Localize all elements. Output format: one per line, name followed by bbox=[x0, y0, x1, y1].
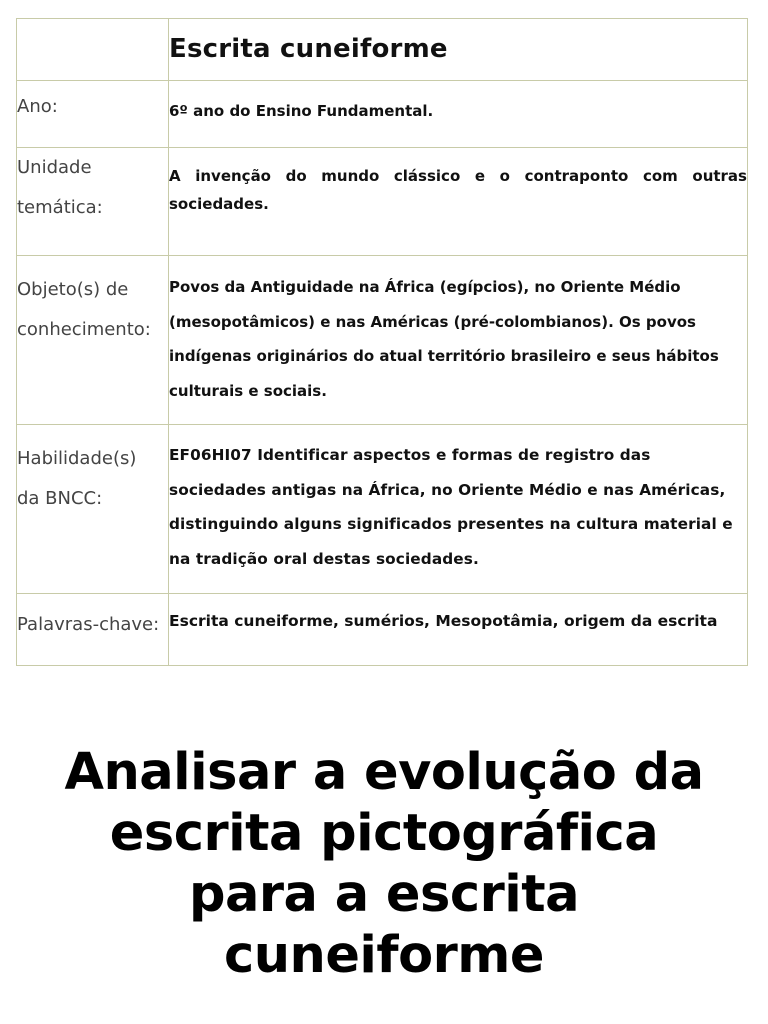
row-value-habilidade: EF06HI07 Identificar aspectos e formas de registro das sociedades antigas na África, no Oriente Médio e nas Américas, distinguindo alguns significados presentes na cultura material e na tradição oral destas sociedades. bbox=[169, 425, 748, 594]
row-label-habilidade bbox=[17, 425, 169, 594]
row-label-palavras bbox=[17, 594, 169, 666]
label-text: conhecimento: bbox=[17, 319, 151, 340]
table-row bbox=[17, 19, 748, 81]
label-text: Unidade bbox=[17, 157, 92, 178]
table-row bbox=[17, 594, 748, 666]
plan-table-viewport bbox=[16, 18, 748, 635]
empty-header-cell bbox=[17, 19, 169, 81]
label-text: Objeto(s) de bbox=[17, 279, 129, 300]
label-text: Ano: bbox=[17, 96, 58, 117]
row-value-ano: 6º ano do Ensino Fundamental. bbox=[169, 81, 748, 148]
label-text: temática: bbox=[17, 197, 103, 218]
objective-line: cuneiforme bbox=[223, 926, 545, 985]
lesson-plan-table bbox=[16, 18, 748, 666]
row-label-ano bbox=[17, 81, 169, 148]
lesson-title: Escrita cuneiforme bbox=[169, 19, 748, 81]
label-text: Palavras-chave: bbox=[17, 614, 160, 635]
objective-line: para a escrita bbox=[188, 865, 580, 924]
table-row bbox=[17, 256, 748, 425]
row-label-objeto bbox=[17, 256, 169, 425]
row-value-palavras: Escrita cuneiforme, sumérios, Mesopotâmia, origem da escrita bbox=[169, 594, 748, 666]
label-text: Habilidade(s) bbox=[17, 448, 137, 469]
row-label-unidade bbox=[17, 148, 169, 256]
objective-line: escrita pictográfica bbox=[109, 804, 659, 863]
label-text: da BNCC: bbox=[17, 488, 103, 509]
objective-heading bbox=[0, 742, 768, 986]
table-row bbox=[17, 425, 748, 594]
table-row bbox=[17, 81, 748, 148]
objective-line: Analisar a evolução da bbox=[64, 743, 704, 802]
row-value-unidade: A invenção do mundo clássico e o contraponto com outras sociedades. bbox=[169, 148, 748, 256]
table-row bbox=[17, 148, 748, 256]
row-value-objeto: Povos da Antiguidade na África (egípcios), no Oriente Médio (mesopotâmicos) e nas Américas (pré-colombianos). Os povos indígenas originários do atual território brasileiro e seus hábitos culturais e sociais. bbox=[169, 256, 748, 425]
